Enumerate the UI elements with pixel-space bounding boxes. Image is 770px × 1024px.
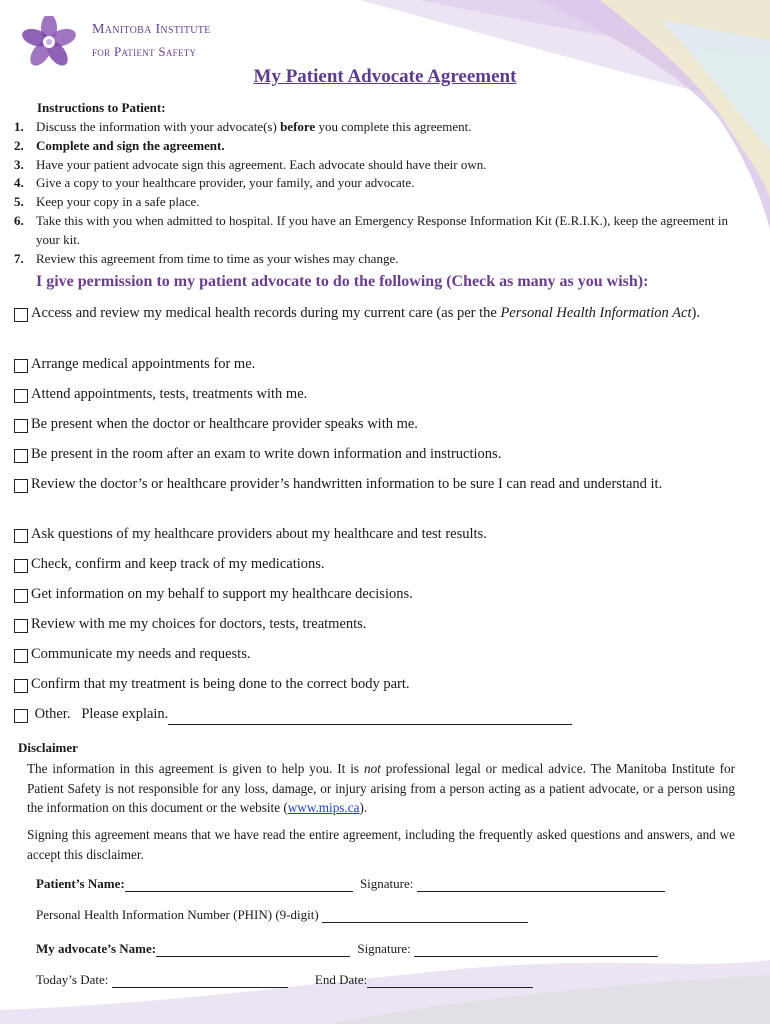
checklist-item <box>14 676 704 695</box>
item-text-bold: before <box>280 119 316 134</box>
checklist-item <box>14 476 704 495</box>
instruction-item <box>14 156 754 175</box>
checklist-item <box>14 586 704 605</box>
page-title <box>0 66 770 88</box>
checklist-item <box>14 526 704 545</box>
instruction-item <box>14 212 754 250</box>
checkbox[interactable] <box>14 679 28 693</box>
instructions-heading: Instructions to Patient: <box>37 100 166 115</box>
advocate-name-field[interactable] <box>156 942 350 957</box>
instruction-list <box>14 118 754 268</box>
instruction-item <box>14 174 754 193</box>
patient-name-field[interactable] <box>125 877 353 892</box>
disclaimer-acceptance: Signing this agreement means that we have read the entire agreement, including the frequently asked questions and answers, and we accept this disclaimer. <box>27 827 735 862</box>
label-part: ). <box>691 305 700 321</box>
website-link[interactable]: www.mips.ca <box>287 800 360 815</box>
checklist-label: Review with me my choices for doctors, tests, treatments. <box>31 616 367 632</box>
checklist-label: Be present in the room after an exam to write down information and instructions. <box>31 446 502 462</box>
label-part: Access and review my medical health records during my current care (as per the <box>31 305 501 321</box>
checklist-label: Confirm that my treatment is being done to the correct body part. <box>31 676 410 692</box>
checklist-label <box>31 303 700 324</box>
page-title-text: My Patient Advocate Agreement <box>253 66 517 87</box>
permission-heading: I give permission to my patient advocate to do the following (Check as many as you wish): <box>36 273 649 290</box>
item-text: Have your patient advocate sign this agreement. Each advocate should have their own. <box>36 156 487 172</box>
patient-signature-field[interactable] <box>417 877 665 892</box>
checkbox[interactable] <box>14 389 28 403</box>
checkbox[interactable] <box>14 589 28 603</box>
item-text: Complete and sign the agreement. <box>36 137 225 153</box>
instruction-item <box>14 250 754 269</box>
item-text: Review this agreement from time to time as your wishes may change. <box>36 250 399 266</box>
item-number: 7. <box>14 250 24 266</box>
advocate-signature-row <box>36 941 658 957</box>
item-number: 4. <box>14 175 24 191</box>
other-explain-field[interactable] <box>168 710 572 725</box>
todays-date-label: Today’s Date: <box>36 972 109 987</box>
checklist-label: Arrange medical appointments for me. <box>31 356 256 372</box>
checkbox[interactable] <box>14 359 28 373</box>
instruction-item <box>14 137 754 156</box>
end-date-field[interactable] <box>367 973 533 988</box>
checklist-label: Get information on my behalf to support my healthcare decisions. <box>31 586 413 602</box>
checkbox[interactable] <box>14 709 28 723</box>
checkbox[interactable] <box>14 529 28 543</box>
checklist-item <box>14 356 704 375</box>
checkbox[interactable] <box>14 559 28 573</box>
item-text: Keep your copy in a safe place. <box>36 194 200 210</box>
item-number: 6. <box>14 212 24 228</box>
checklist-item <box>14 386 704 405</box>
checklist-item <box>14 416 704 435</box>
end-date-label: End Date: <box>314 972 368 987</box>
item-text: Give a copy to your healthcare provider, your family, and your advocate. <box>36 175 415 191</box>
checklist-label <box>31 704 572 725</box>
instruction-item <box>14 118 754 137</box>
label-part: Other. Please explain. <box>31 706 169 722</box>
patient-name-label: Patient’s Name: <box>36 876 125 891</box>
organization-name <box>92 22 211 60</box>
item-text <box>36 118 754 137</box>
checklist-item-other <box>14 706 704 725</box>
phin-field[interactable] <box>322 908 528 923</box>
checklist-label: Check, confirm and keep track of my medications. <box>31 556 325 572</box>
disclaimer-heading: Disclaimer <box>18 740 78 755</box>
instruction-item <box>14 193 754 212</box>
checklist-label: Attend appointments, tests, treatments with me. <box>31 386 308 402</box>
checklist-item <box>14 446 704 465</box>
item-number: 1. <box>14 119 24 134</box>
checklist-label: Communicate my needs and requests. <box>31 646 251 662</box>
todays-date-field[interactable] <box>112 973 288 988</box>
patient-signature-row <box>36 876 665 892</box>
mips-flower-logo-icon <box>16 16 82 68</box>
item-number: 5. <box>14 194 24 210</box>
phin-label: Personal Health Information Number (PHIN) (9-digit) <box>36 907 319 922</box>
checkbox[interactable] <box>14 649 28 663</box>
checkbox[interactable] <box>14 479 28 493</box>
checkbox[interactable] <box>14 308 28 322</box>
label-italic: Personal Health Information Act <box>500 305 692 321</box>
checklist-item <box>14 556 704 575</box>
checkbox[interactable] <box>14 619 28 633</box>
signature-label: Signature: <box>357 941 411 956</box>
checklist-label: Be present when the doctor or healthcare provider speaks with me. <box>31 416 418 432</box>
checklist-item <box>14 616 704 635</box>
disclaimer-text: The information in this agreement is given to help you. It is <box>27 761 364 776</box>
checkbox[interactable] <box>14 449 28 463</box>
phin-row <box>36 907 528 923</box>
checklist-item <box>14 646 704 665</box>
item-text-part: Discuss the information with your advocate(s) <box>36 119 281 134</box>
checklist-label: Review the doctor’s or healthcare provider’s handwritten information to be sure I can read and understand it. <box>31 476 663 492</box>
checklist-item <box>14 305 704 324</box>
signature-label: Signature: <box>359 876 414 891</box>
item-number: 3. <box>14 156 24 172</box>
org-line-2: for Patient Safety <box>92 44 197 59</box>
disclaimer-paragraph <box>27 759 735 818</box>
disclaimer-emphasis: not <box>363 761 381 776</box>
checkbox[interactable] <box>14 419 28 433</box>
item-number: 2. <box>14 137 24 153</box>
disclaimer-text: professional legal or medical advice. The Manitoba Institute for Patient Safety is not responsible for any loss, damage, or injury arising from a person acting as a patient advocate, or a person using the information on this document or the website ( <box>27 761 735 815</box>
date-row <box>36 972 533 988</box>
item-text-part: you complete this agreement. <box>315 119 472 134</box>
checklist-label: Ask questions of my healthcare providers about my healthcare and test results. <box>31 526 487 542</box>
org-line-1: Manitoba Institute <box>92 22 211 37</box>
advocate-name-label: My advocate’s Name: <box>36 941 157 956</box>
disclaimer-text: ). <box>359 800 368 815</box>
advocate-signature-field[interactable] <box>414 942 658 957</box>
item-text: Take this with you when admitted to hospital. If you have an Emergency Response Information Kit (E.R.I.K.), keep the agreement in your kit. <box>36 212 729 247</box>
